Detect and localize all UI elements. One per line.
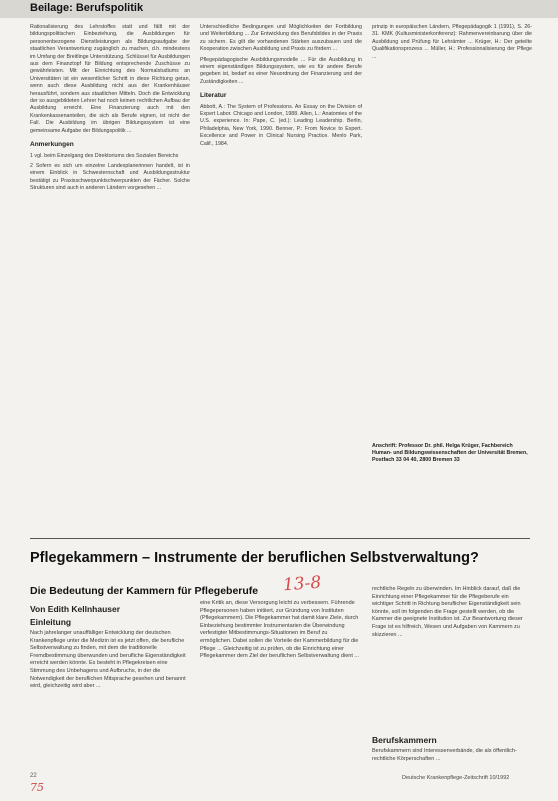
paragraph: Rationalisierung des Lehrstoffes statt und fällt mit der bildungspolitischen Einbeziehung, die Ausbildungen für personenbezogene Dienstleistungen als Bildungsaufgabe der staatlichen Verantwortung zugänglich zu machen, d.h. mindestens im Umfang der Breitlinge Unterstützung. Schlüssel für Ausbildungen aus dem Finanztopf für Bildung entsprechende Zuschüsse zu gewährleisten. Mit der Einrichtung des Normalstudiums an Universitäten ist ein wesentlicher Schritt in diese Richtung getan, wenn auch diese Ausbildung nicht aus der Krankenhäuser herausführt, sondern aus staatlichen Mitteln. Doch die Entwicklung der so ausgebildeten Lehrer hat noch keinen rechtlichen Aufbau der Ausbildung erreicht. Eine Finanzierung auch mit den Krankenkassenanteilen, die sich als Berufe eignen, ist nicht der Fall. Die Ausbildung im übrigen Bildungssystem ist eine gemeinsame Aufgabe der Bildungspolitik ... [30,24,190,134]
article-column-b: eine Kritik an, diese Versorgung leicht zu verbessern. Führende Pflegepersonen haben initiiert, zur Gründung von Instituten (Pflegekammern). Die Pflegekammer hat damit klare Ziele, durch Einbeziehung bestimmter Instrumentarien die Überwindung verfestigter Mitbestimmungs-Situationen im Beruf zu ermöglichen. Dabei sollen die Vorteile der Kammerbildung für die Pflege ... Gleichzeitig ist zu prüfen, ob die Einrichtung einer Pflegekammer dem Ziel der beruflichen Selbstverwaltung dient ... [200,600,359,660]
paragraph: Pflegepädagogische Ausbildungsmodelle ... Für die Ausbildung in einem eigenständigen Bildungssystem, wie es für andere Berufe gegeben ist, bedarf es einer Neuordnung der Finanzierung und der Zuständigkeiten ... [200,56,362,85]
handwritten-page-mark: 75 [30,781,44,794]
notes-heading: Anmerkungen [30,141,74,149]
journal-footer: Deutsche Krankenpflege-Zeitschrift 10/1992 [402,775,510,781]
reference-list: Abbott, A.: The System of Professions. An Essay on the Division of Expert Labor. Chicago and London, 1988. Allen, L.: Anatomies of the U.S. experience. In: Pape, C. (ed.): Leading Leadership. Berlin, Philadelphia, New York, 1990. Benner, P.: From Novice to Expert. Excellence and Power in Clinical Nursing Practice. Menlo Park, Calif., 1984. [200,103,362,147]
handwritten-mark: 13-8 [282,572,322,596]
author-address: Anschrift: Professor Dr. phil. Helga Krüger, Fachbereich Human- und Bildungswissenschaften der Universität Bremen, Postfach 33 04 40, 2800 Bremen 33 [372,443,528,463]
section-heading-intro: Einleitung [30,617,72,627]
section-divider [30,538,530,539]
paragraph: Unterschiedliche Bedingungen und Möglichkeiten der Fortbildung und Weiterbildung ... Zur Entwicklung des Berufsbildes in der Praxis zu sichern. Es gilt die vorhandenen Stärken auszubauen und die Kooperation zwischen Ausbildung und Praxis zu fördern ... [200,24,362,53]
literature-heading: Literatur [200,92,227,100]
reference-list: prinzip in europäischen Ländern, Pflegepädagogik 1 (1991), S. 26-31. KMK (Kultusministerkonferenz): Rahmenvereinbarung über die Ausbildung und Prüfung für Lehrämter ... Krüger, H.: Der geteilte Qualifikationsprozess ... Müller, H.: Professionalisierung der Pflege ... [372,24,532,60]
section-title: Beilage: Berufspolitik [30,2,144,14]
note: 1 vgl. beim Einzelgang des Direktoriums des Sozialen Bereichs [30,152,179,159]
note: 2 Sofern es sich um einzelne Landesplanerinnen handelt, ist in einem Einblick in Schwesternschaft und Ausbildungsstruktur bestätigt zu Praxisschwerpunktschwerpunkten der Fächer. Solche Strukturen sind auch in anderen Ländern vorgesehen ... [30,162,190,192]
top-column-a [30,24,190,196]
top-column-b [200,24,362,151]
article-column-a: Nach jahrelanger unauffälliger Entwicklung der deutschen Krankenpflege unter die Medizin ist es jetzt offen, die berufliche Selbstverwaltung zu finden, mit dem die traditionelle Fremdbestimmung überwunden und berufliche Eigenständigkeit erreicht werden könnte. Es besteht in Pflegekreisen eine Stimmung des Unbehagens und Aufbruchs, in der die Notwendigkeit der beruflichen Mitsprache gesehen und benannt wird, gleichzeitig wird aber ... [30,630,186,690]
header-band [0,0,558,18]
article-column-c: rechtliche Regeln zu überwinden. Im Hinblick darauf, daß die Einrichtung einer Pflegekammer für die Pflegeberufe ein wichtiger Schritt in Richtung beruflicher Eigenständigkeit sein könnte, soll im folgenden die Frage gestellt werden, ob die Kammer die geeignete Institution ist. Zur Beantwortung dieser Frage ist es hilfreich, Wesen und Aufgaben von Kammern zu skizzieren ... [372,586,523,638]
article-title: Pflegekammern – Instrumente der beruflichen Selbstverwaltung? [30,550,479,566]
top-column-c [372,24,532,64]
article-subtitle: Die Bedeutung der Kammern für Pflegeberufe [30,585,259,597]
article-column-c-continued: Berufskammern sind Interessenverbände, die als öffentlich-rechtliche Körperschaften ... [372,748,517,762]
page-number: 22 [30,773,37,779]
section-heading-kammern: Berufskammern [372,735,437,745]
article-author: Von Edith Kellnhauser [30,604,121,614]
